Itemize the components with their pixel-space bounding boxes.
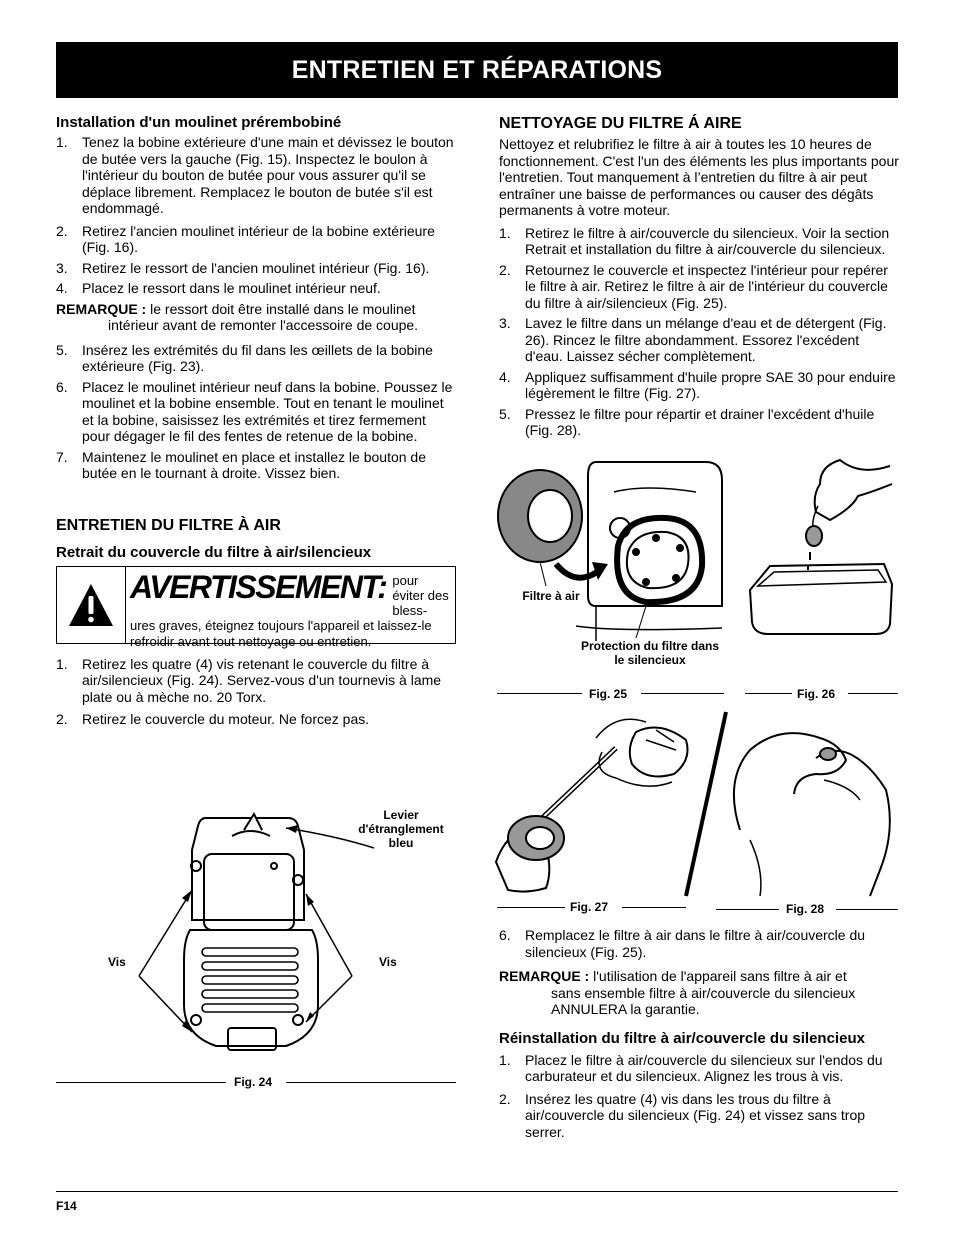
removal-title: Retrait du couvercle du filtre à air/silencieux [56,543,372,561]
list-item: 1. Tenez la bobine extérieure d'une main et dévissez le bouton de butée vers la gauche (Fig. 15). Inspectez le boulon à l'intérieur du bouton de butée pour vous assurer qu'il se déplace librement. Remplacez le bouton de butée s'il est endommagé. [56,134,454,216]
clean-step-6 [499,927,899,960]
fig28-squeezing-filter-illustration [720,720,898,900]
fig24-rule-left [56,1082,226,1083]
install-steps-2 [56,342,456,482]
install-title: Installation d'un moulinet prérembobiné [56,114,342,131]
fig28-rule-left [716,909,779,910]
list-item: 2. Retirez le couvercle du moteur. Ne forcez pas. [56,711,370,727]
fig26-washing-filter-illustration [740,456,900,666]
list-item: 2. Retournez le couvercle et inspectez l'intérieur pour repérer le filtre à air. Retirez le filtre à air de l'intérieur du couvercle du filtre à air/silencieux (Fig. 25). [499,261,888,311]
fig25-filter-label: Filtre à air [522,589,580,603]
list-item: 1. Retirez les quatre (4) vis retenant le couvercle du filtre à air/silencieux (Fig. 24). Servez-vous d'un tournevis à lame plate ou à mèche no. 20 Torx. [56,655,442,705]
fig26-label: Fig. 26 [797,687,836,701]
list-item: 2. Retirez l'ancien moulinet intérieur de la bobine extérieure (Fig. 16). [56,222,435,255]
fig25-protection-label: Protection du filtre dans le silencieux [580,639,719,667]
list-item: 4. Appliquez suffisamment d'huile propre SAE 30 pour enduire légèrement le filtre (Fig. 27). [499,368,896,401]
fig26-rule-left [745,693,792,694]
list-item: 3. Retirez le ressort de l'ancien moulinet intérieur (Fig. 16). [56,259,430,276]
list-item: 5. Insérez les extrémités du fil dans les œillets de la bobine extérieure (Fig. 23). [56,341,433,374]
fig24-label: Fig. 24 [234,1075,273,1089]
warning-text-start: pour éviter des bless- [392,572,449,618]
clean-intro: Nettoyez et relubrifiez le filtre à air à toutes les 10 heures de fonctionnement. C'est l'un des éléments les plus importants pour l'entretien. Tout manquement à l’entretien du filtre à air peut entraîner une baisse de performances ou causer des dégâts permanents à votre moteur. [499,136,899,218]
fig28-label: Fig. 28 [786,902,825,916]
warning-box [56,566,456,649]
left-column [56,114,456,732]
right-column [499,114,899,443]
footer-rule [56,1191,898,1192]
fig27-rule-left [497,907,565,908]
note-remarque: REMARQUE : le ressort doit être installé dans le moulinet intérieur avant de remonter l'accessoire de coupe. [56,300,419,333]
clean-steps [499,225,899,439]
fig24-vis-left-label: Vis [108,955,126,969]
fig25-rule-left [497,693,582,694]
install-steps [56,134,456,297]
removal-steps [56,656,456,728]
list-item: 6. Placez le moulinet intérieur neuf dans la bobine. Poussez le moulinet et la bobine ensemble. Tout en tenant le moulinet et la bobine, saisissez les extrémités et tirez fermement pour dégager le fil des fentes de retenue de la bobine. [56,378,453,444]
reinstall-title: Réinstallation du filtre à air/couvercle du silencieux [499,1029,865,1047]
list-item: 7. Maintenez le moulinet en place et installez le bouton de butée en le tournant à droite. Vissez bien. [56,448,426,481]
clean-title: NETTOYAGE DU FILTRE Á AIRE [499,115,742,132]
note-remarque-2: REMARQUE : l'utilisation de l'appareil sans filtre à air et sans ensemble filtre à air/couvercle du silencieux ANNULERA la garantie. [499,968,856,1017]
fig25-label: Fig. 25 [589,687,628,701]
fig25-rule-right [641,693,724,694]
list-item: 1. Placez le filtre à air/couvercle du silencieux sur l'endos du carburateur et du silencieux. Alignez les trous à vis. [499,1051,883,1084]
warning-text: ures graves, éteignez toujours l'appareil et laissez-le refroidir avant tout nettoyage ou entretien. [130,617,432,649]
fig28-rule-right [836,909,898,910]
fig24-rule-right [286,1082,456,1083]
fig25-filter-removal-illustration [496,456,736,666]
fig27-rule-right [622,907,686,908]
warning-word: AVERTISSEMENT: [130,568,387,605]
list-item: 4. Placez le ressort dans le moulinet intérieur neuf. [56,280,381,296]
fig27-label: Fig. 27 [570,900,609,914]
warning-icon [57,567,126,643]
list-item: 2. Insérez les quatre (4) vis dans les trous du filtre à air/couvercle du silencieux (Fig. 24) et vissez sans trop serrer. [499,1090,866,1140]
list-item: 1. Retirez le filtre à air/couvercle du silencieux. Voir la section Retrait et installation du filtre à air/couvercle du silencieux. [499,224,890,257]
section-banner: ENTRETIEN ET RÉPARATIONS [56,42,898,98]
reinstall-steps [499,1052,899,1141]
fig27-oiling-filter-illustration [496,712,730,900]
list-item: 6. Remplacez le filtre à air dans le filtre à air/couvercle du silencieux (Fig. 25). [499,927,866,960]
filter-title: ENTRETIEN DU FILTRE À AIR [56,516,281,534]
list-item: 3. Lavez le filtre dans un mélange d'eau et de détergent (Fig. 26). Rincez le filtre abondamment. Essorez l'excédent d'eau. Laissez sécher complètement. [499,315,887,364]
fig24-lever-label: Levier d'étranglement bleu [358,808,444,850]
right-column-lower [499,927,899,1144]
page-number: F14 [56,1199,77,1213]
list-item: 5. Pressez le filtre pour répartir et drainer l'excédent d'huile (Fig. 28). [499,405,875,438]
fig26-rule-right [848,693,898,694]
fig24-vis-right-label: Vis [379,955,397,969]
